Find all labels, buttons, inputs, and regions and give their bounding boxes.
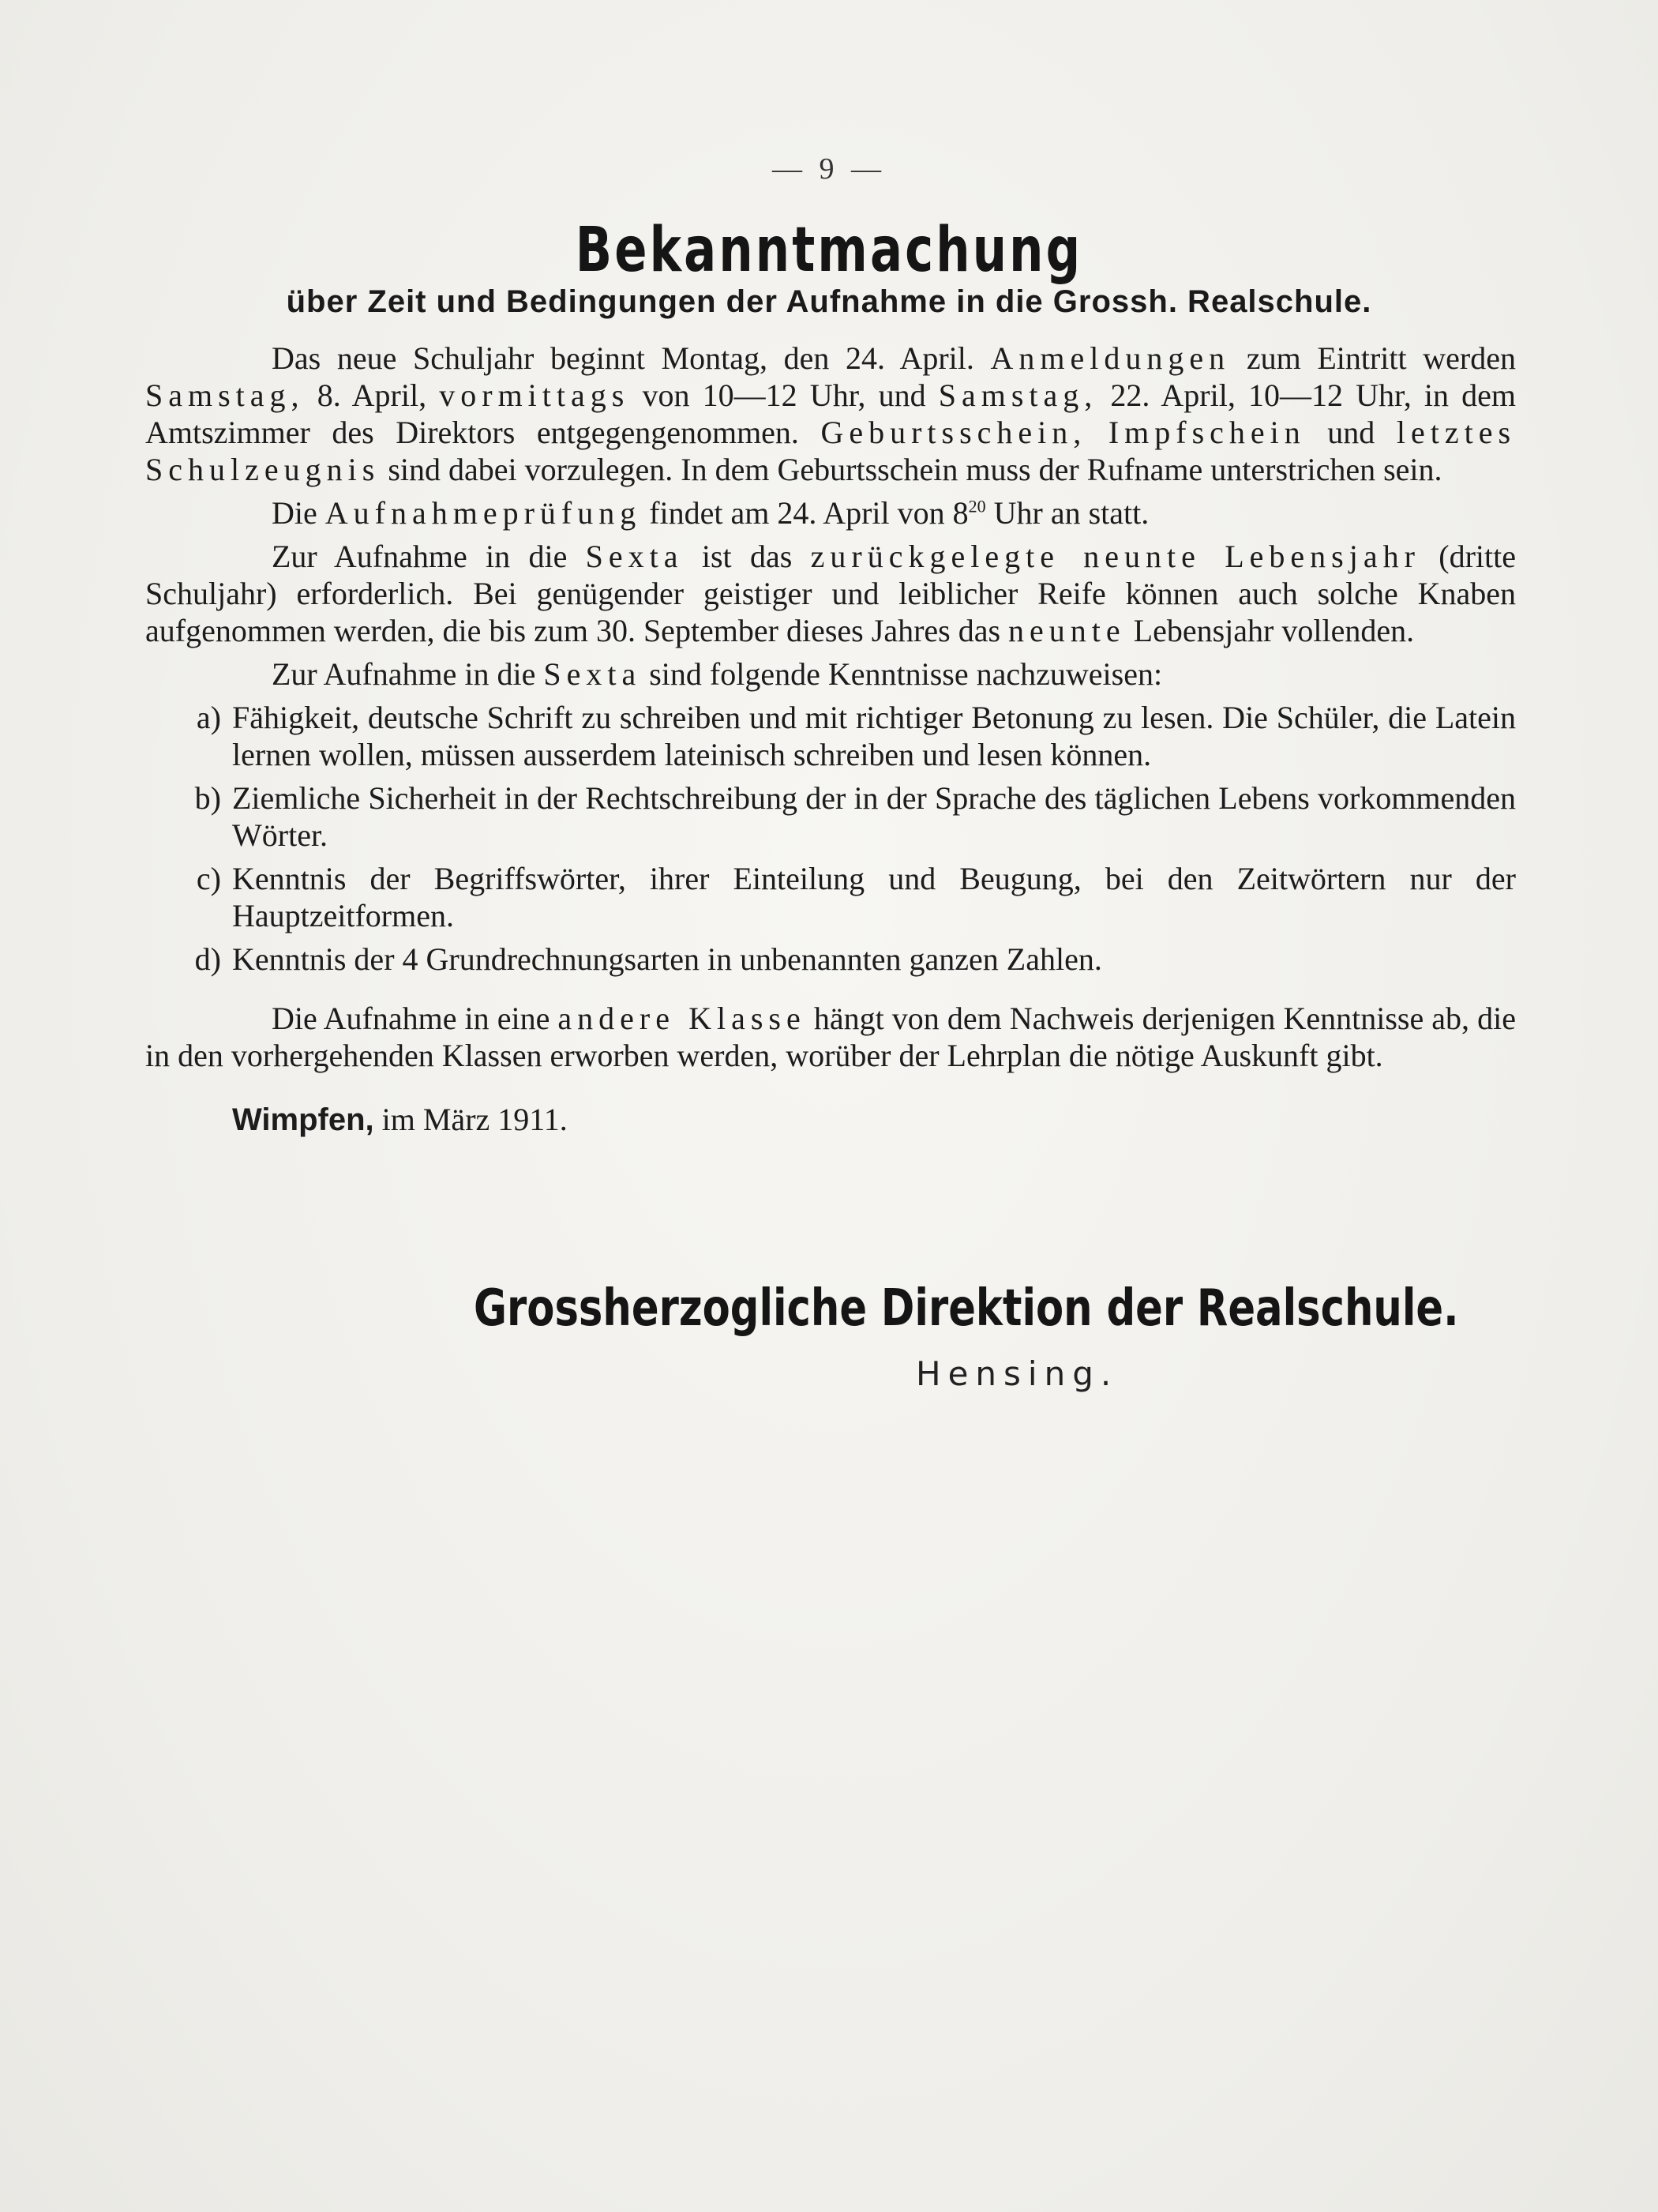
emphasis-geburtsschein: Geburtsschein, (820, 415, 1087, 450)
list-item-text: Kenntnis der 4 Grundrechnungsarten in unbenannten ganzen Zahlen. (232, 941, 1102, 977)
list-item-text: Kenntnis der Begriffswörter, ihrer Einteilung und Beugung, bei den Zeitwörtern nur der Hauptzeitformen. (232, 861, 1516, 933)
signature-organization: Grossherzogliche Direktion der Realschule. (474, 1279, 1459, 1338)
exam-paragraph: Die Aufnahmeprüfung findet am 24. April von $8^{20}$ Uhr an statt. (272, 495, 1150, 531)
time-superscript: 20 (968, 496, 986, 516)
signature-name: Hensing. (916, 1354, 1119, 1393)
emphasis-impfschein: Impfschein (1108, 415, 1306, 450)
emphasis-vormittags: vormittags (439, 377, 630, 413)
list-item (145, 860, 1516, 934)
page-title: Bekanntmachung (575, 215, 1083, 286)
requirements-list (145, 699, 1516, 978)
list-item-text: Ziemliche Sicherheit in der Rechtschreibung der in der Sprache des täglichen Lebens vorkommenden Wörter. (232, 780, 1516, 853)
list-item (145, 941, 1516, 978)
age-requirement-paragraph: Zur Aufnahme in die Sexta ist das zurückgelegte neunte Lebensjahr (dritte Schuljahr) erforderlich. Bei genügender geistiger und leiblicher Reife können auch solche Knaben aufgenommen werden, die bis zum 30. September dieses Jahres das neunte Lebensjahr vollenden. (145, 539, 1516, 648)
emphasis-schulzeugnis: letztes Schulzeugnis (145, 415, 1517, 487)
knowledge-intro-paragraph: Zur Aufnahme in die Sexta sind folgende Kenntnisse nachzuweisen: (272, 656, 1163, 692)
announcement-body (145, 340, 1516, 1145)
dateline (145, 1101, 1516, 1139)
list-marker: b) (194, 780, 221, 816)
emphasis-neunte: neunte (1008, 613, 1126, 648)
emphasis-sexta-1: Sexta (585, 539, 684, 574)
dateline-place: Wimpfen, (232, 1102, 374, 1137)
registration-paragraph: Das neue Schuljahr beginnt Montag, den 24. April. Anmeldungen zum Eintritt werden Samstag, 8. April, vormittags von 10—12 Uhr, und Samstag, 22. April, 10—12 Uhr, in dem Amtszimmer des Direktors entgegengenommen. Geburtsschein, Impfschein und letztes Schulzeugnis sind dabei vorzulegen. In dem Geburtsschein muss der Rufname unterstrichen sein. (145, 340, 1517, 487)
other-class-paragraph: Die Aufnahme in eine andere Klasse hängt von dem Nachweis derjenigen Kenntnisse ab, die in den vorhergehenden Klassen erworben werden, worüber der Lehrplan die nötige Auskunft gibt. (145, 1001, 1516, 1073)
page-subtitle: über Zeit und Bedingungen der Aufnahme in die Grossh. Realschule. (286, 284, 1372, 319)
list-item (145, 779, 1516, 854)
emphasis-samstag-2: Samstag, (938, 377, 1098, 413)
emphasis-sexta-2: Sexta (543, 656, 642, 692)
emphasis-anmeldungen: Anmeldungen (990, 340, 1231, 376)
list-marker: a) (196, 700, 221, 735)
list-marker: d) (194, 941, 221, 977)
page-number: — 9 — (772, 152, 886, 186)
list-item (145, 699, 1516, 773)
emphasis-neunte-lebensjahr: zurückgelegte neunte Lebensjahr (810, 539, 1420, 574)
emphasis-samstag-1: Samstag, (145, 377, 305, 413)
dateline-date: im März 1911. (373, 1102, 568, 1137)
emphasis-andere-klasse: andere Klasse (557, 1001, 806, 1036)
list-item-text: Fähigkeit, deutsche Schrift zu schreiben und mit richtiger Betonung zu lesen. Die Schüler, die Latein lernen wollen, müssen ausserdem lateinisch schreiben und lesen können. (232, 700, 1516, 772)
list-marker: c) (196, 861, 221, 896)
emphasis-aufnahmepruefung: Aufnahmeprüfung (324, 495, 642, 531)
